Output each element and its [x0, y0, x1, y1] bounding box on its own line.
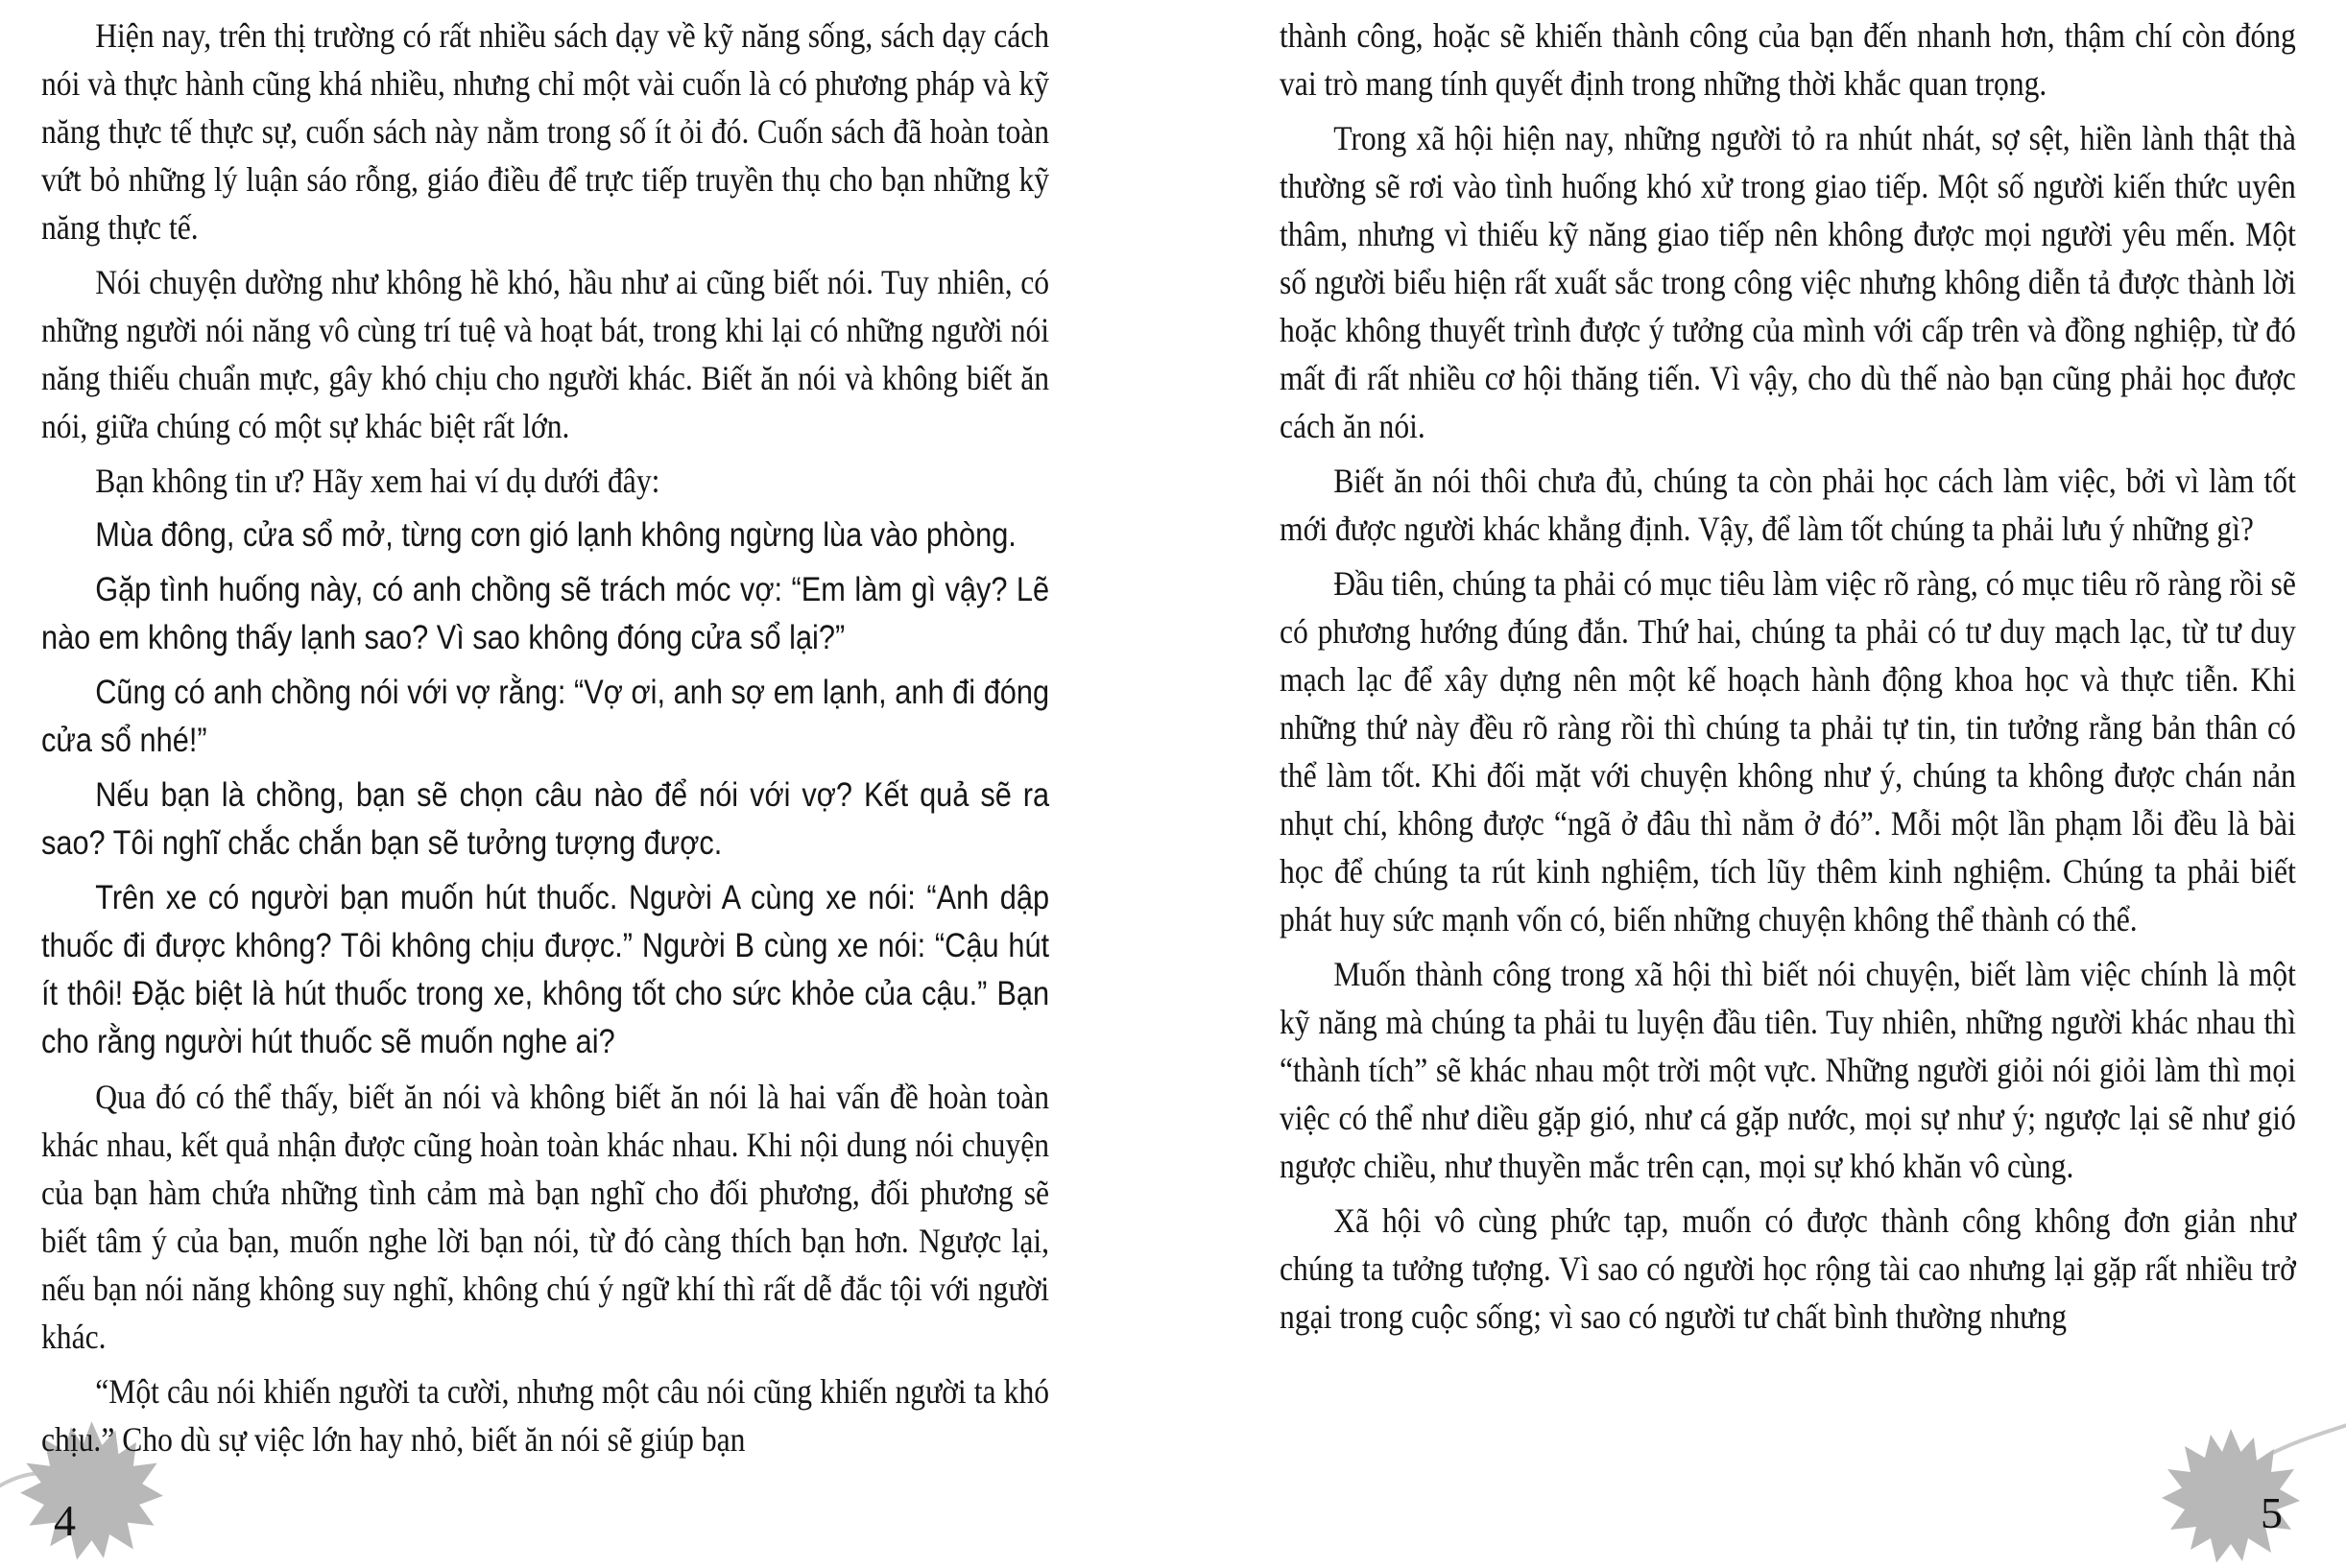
- left-page-text: [41, 12, 1049, 1470]
- page-number-right: 5: [2261, 1488, 2283, 1537]
- page-number-left: 4: [54, 1496, 76, 1545]
- right-page-text: [1280, 12, 2296, 1347]
- paragraph: Bạn không tin ư? Hãy xem hai ví dụ dưới đây:: [95, 462, 660, 500]
- paragraph: thành công, hoặc sẽ khiến thành công của bạn đến nhanh hơn, thậm chí còn đóng vai trò mang tính quyết định trong những thời khắc quan trọng.: [1280, 16, 2296, 103]
- paragraph: Muốn thành công trong xã hội thì biết nói chuyện, biết làm việc chính là một kỹ năng mà chúng ta phải tu luyện đầu tiên. Tuy nhiên, những người khác nhau thì “thành tích” sẽ khác nhau một trời một vực. Những người giỏi nói giỏi làm thì mọi việc có thể như diều gặp gió, như cá gặp nước, mọi sự như ý; ngược lại sẽ như gió ngược chiều, như thuyền mắc trên cạn, mọi sự khó khăn vô cùng.: [1280, 955, 2296, 1185]
- right-corner-decoration: [2138, 1396, 2346, 1568]
- paragraph: Mùa đông, cửa sổ mở, từng cơn gió lạnh không ngừng lùa vào phòng.: [95, 516, 1017, 554]
- leaf-stem: [2267, 1423, 2346, 1456]
- paragraph: Qua đó có thể thấy, biết ăn nói và không biết ăn nói là hai vấn đề hoàn toàn khác nhau, kết quả nhận được cũng hoàn toàn khác nhau. Khi nội dung nói chuyện của bạn hàm chứa những tình cảm mà bạn nghĩ cho đối phương, đối phương sẽ biết tâm ý của bạn, muốn nghe lời bạn nói, từ đó càng thích bạn hơn. Ngược lại, nếu bạn nói năng không suy nghĩ, không chú ý ngữ khí thì rất dễ đắc tội với người khác.: [41, 1078, 1050, 1356]
- paragraph: Cũng có anh chồng nói với vợ rằng: “Vợ ơi, anh sợ em lạnh, anh đi đóng cửa sổ nhé!”: [41, 674, 1050, 759]
- paragraph: Nói chuyện dường như không hề khó, hầu như ai cũng biết nói. Tuy nhiên, có những người nói năng vô cùng trí tuệ và hoạt bát, trong khi lại có những người nói năng thiếu chuẩn mực, gây khó chịu cho người khác. Biết ăn nói và không biết ăn nói, giữa chúng có một sự khác biệt rất lớn.: [41, 263, 1050, 445]
- paragraph: Biết ăn nói thôi chưa đủ, chúng ta còn phải học cách làm việc, bởi vì làm tốt mới được người khác khẳng định. Vậy, để làm tốt chúng ta phải lưu ý những gì?: [1280, 462, 2296, 548]
- paragraph: Gặp tình huống này, có anh chồng sẽ trách móc vợ: “Em làm gì vậy? Lẽ nào em không thấy lạnh sao? Vì sao không đóng cửa sổ lại?”: [41, 571, 1050, 656]
- paragraph: “Một câu nói khiến người ta cười, nhưng một câu nói cũng khiến người ta khó chịu.” Cho dù sự việc lớn hay nhỏ, biết ăn nói sẽ giúp bạn: [41, 1372, 1050, 1459]
- paragraph: Nếu bạn là chồng, bạn sẽ chọn câu nào để nói với vợ? Kết quả sẽ ra sao? Tôi nghĩ chắc chắn bạn sẽ tưởng tượng được.: [41, 776, 1050, 862]
- paragraph: Trên xe có người bạn muốn hút thuốc. Người A cùng xe nói: “Anh dập thuốc đi được không? Tôi không chịu được.” Người B cùng xe nói: “Cậu hút ít thôi! Đặc biệt là hút thuốc trong xe, không tốt cho sức khỏe của cậu.” Bạn cho rằng người hút thuốc sẽ muốn nghe ai?: [41, 879, 1050, 1060]
- paragraph: Hiện nay, trên thị trường có rất nhiều sách dạy về kỹ năng sống, sách dạy cách nói và thực hành cũng khá nhiều, nhưng chỉ một vài cuốn là có phương pháp và kỹ năng thực tế thực sự, cuốn sách này nằm trong số ít ỏi đó. Cuốn sách đã hoàn toàn vứt bỏ những lý luận sáo rỗng, giáo điều để trực tiếp truyền thụ cho bạn những kỹ năng thực tế.: [41, 16, 1050, 247]
- paragraph: Trong xã hội hiện nay, những người tỏ ra nhút nhát, sợ sệt, hiền lành thật thà thường sẽ rơi vào tình huống khó xử trong giao tiếp. Một số người kiến thức uyên thâm, nhưng vì thiếu kỹ năng giao tiếp nên không được mọi người yêu mến. Một số người biểu hiện rất xuất sắc trong công việc nhưng không diễn tả được thành lời hoặc không thuyết trình được ý tưởng của mình với cấp trên và đồng nghiệp, từ đó mất đi rất nhiều cơ hội thăng tiến. Vì vậy, cho dù thế nào bạn cũng phải học được cách ăn nói.: [1280, 119, 2296, 445]
- paragraph: Đầu tiên, chúng ta phải có mục tiêu làm việc rõ ràng, có mục tiêu rõ ràng rồi sẽ có phương hướng đúng đắn. Thứ hai, chúng ta phải có tư duy mạch lạc, từ tư duy mạch lạc để xây dựng nên một kế hoạch hành động khoa học và thực tiễn. Khi những thứ này đều rõ ràng rồi thì chúng ta phải tự tin, tin tưởng rằng bản thân có thể làm tốt. Khi đối mặt với chuyện không như ý, chúng ta không được chán nản nhụt chí, không được “ngã ở đâu thì nằm ở đó”. Mỗi một lần phạm lỗi đều là bài học để chúng ta rút kinh nghiệm, tích lũy thêm kinh nghiệm. Chúng ta phải biết phát huy sức mạnh vốn có, biến những chuyện không thể thành có thể.: [1280, 564, 2296, 938]
- paragraph: Xã hội vô cùng phức tạp, muốn có được thành công không đơn giản như chúng ta tưởng tượng. Vì sao có người học rộng tài cao nhưng lại gặp rất nhiều trở ngại trong cuộc sống; vì sao có người tư chất bình thường nhưng: [1280, 1201, 2296, 1336]
